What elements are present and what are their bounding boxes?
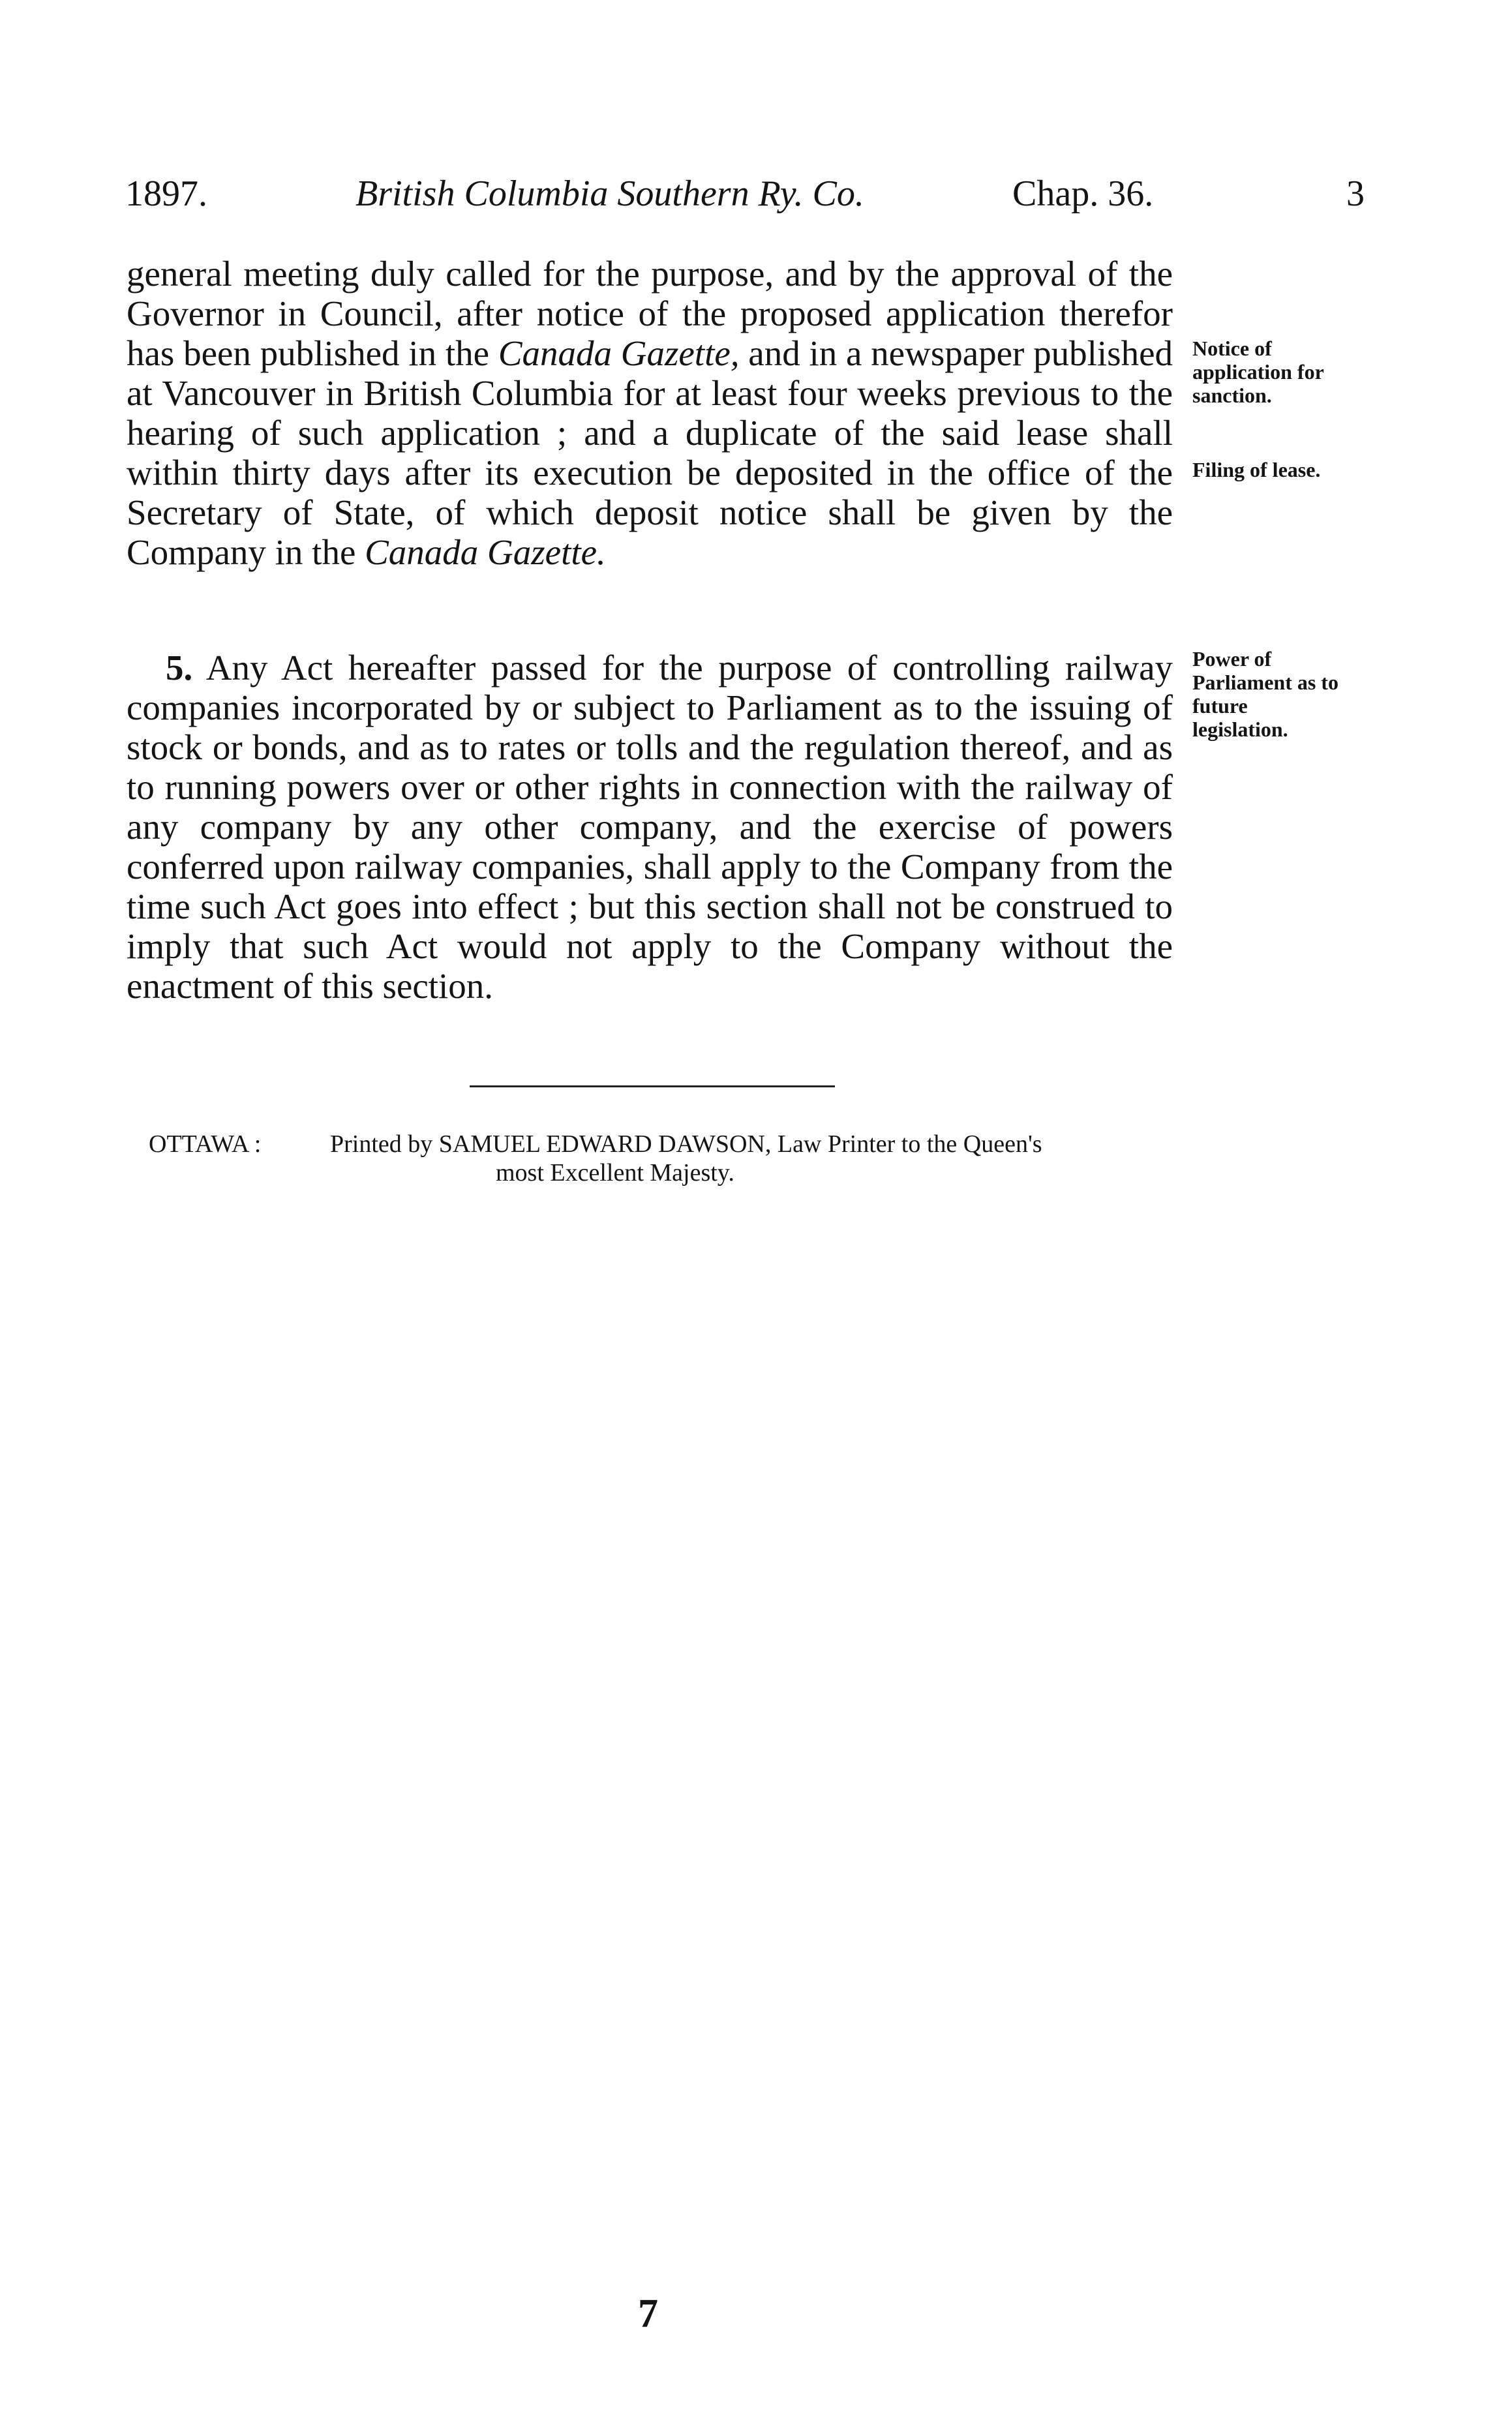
section-number: 5. [166, 648, 193, 688]
running-head-page-number: 3 [1346, 174, 1365, 214]
imprint-place: OTTAWA : [149, 1130, 262, 1158]
imprint-line-2: most Excellent Majesty. [496, 1159, 734, 1186]
imprint-line-1: Printed by SAMUEL EDWARD DAWSON, Law Printer to the Queen's [330, 1130, 1042, 1158]
paragraph-1-text-b: and in a newspaper published at Vancouver in British Columbia for at least four weeks previous to the hearing of such application ; and a duplicate of the said lease shall within thirty days after its execution be deposited in the office of the Secretary of State, of which deposit notice shall be given by the Company in the [127, 333, 1173, 572]
marginal-note-power-of-parliament: Power of Parliament as to future legislation. [1192, 647, 1338, 741]
footer-page-number: 7 [638, 2291, 658, 2336]
running-head-chapter: Chap. 36. [1012, 174, 1154, 214]
marginal-note-filing-of-lease: Filing of lease. [1192, 458, 1321, 481]
section-5-paragraph [127, 648, 1173, 1006]
running-head-title: British Columbia Southern Ry. Co. [355, 174, 864, 214]
paragraph-continued [127, 254, 1173, 572]
running-head-year: 1897. [125, 174, 207, 214]
paragraph-1-italic-b: Canada Gazette. [365, 532, 606, 572]
section-5-text: Any Act hereafter passed for the purpose of controlling railway companies incorporated by or subject to Parliament as to the issuing of stock or bonds, and as to rates or tolls and the regulation thereof, and as to running powers over or other rights in connection with the railway of any company by any other company, and the exercise of powers conferred upon railway companies, shall apply to the Company from the time such Act goes into effect ; but this section shall not be construed to imply that such Act would not apply to the Company without the enactment of this section. [127, 648, 1173, 1006]
running-head [125, 171, 1365, 217]
marginal-note-notice-of-application: Notice of application for sanction. [1192, 337, 1324, 407]
paragraph-1-text-a: general meeting duly called for the purpose, and by the approval of the Governor in Council, after notice of the proposed application therefor has been published in the [127, 254, 1173, 373]
divider-rule [470, 1085, 835, 1087]
paragraph-1-italic-a: Canada Gazette, [498, 333, 740, 373]
